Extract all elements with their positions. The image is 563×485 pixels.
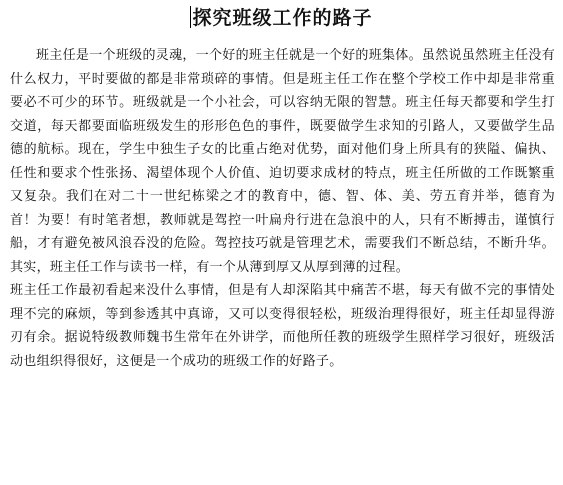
cut-off-next-line [10, 476, 555, 484]
document-body [10, 44, 555, 373]
title-row [0, 6, 563, 30]
paragraph-2: 班主任工作最初看起来没什么事情，但是有人却深陷其中痛苦不堪，每天有做不完的事情处理不完的麻烦，等到参透其中真谛，又可以变得很轻松，班级治理得很好，班主任却显得游刃有余。据说特级教师魏书生常年在外讲学，而他所任教的班级学生照样学习很好，班级活动也组织得很好，这便是一个成功的班级工作的好路子。 [10, 283, 555, 369]
document-title: 探究班级工作的路子 [192, 7, 373, 29]
paragraph-1: 班主任是一个班级的灵魂，一个好的班主任就是一个好的班集体。虽然说虽然班主任没有什么权力，平时要做的都是非常琐碎的事情。但是班主任工作在整个学校工作中却是非常重要必不可少的环节。班级就是一个小社会，可以容纳无限的智慧。班主任每天都要和学生打交道，每天都要面临班级发生的形形色色的事件，既要做学生求知的引路人，又要做学生品德的航标。现在，学生中独生子女的比重占绝对优势，面对他们身上所具有的狭隘、偏执、任性和要求个性张扬、渴望体现个人价值、迫切要求成材的特点，班主任所做的工作既繁重又复杂。我们在对二十一世纪栋梁之才的教育中，德、智、体、美、劳五育并举，德育为首！为要！有时笔者想，教师就是驾控一叶扁舟行进在急浪中的人，只有不断搏击，谨慎行船，才有避免被风浪吞没的危险。驾控技巧就是管理艺术，需要我们不断总结，不断升华。其实，班主任工作与读书一样，有一个从薄到厚又从厚到薄的过程。 [10, 48, 555, 275]
